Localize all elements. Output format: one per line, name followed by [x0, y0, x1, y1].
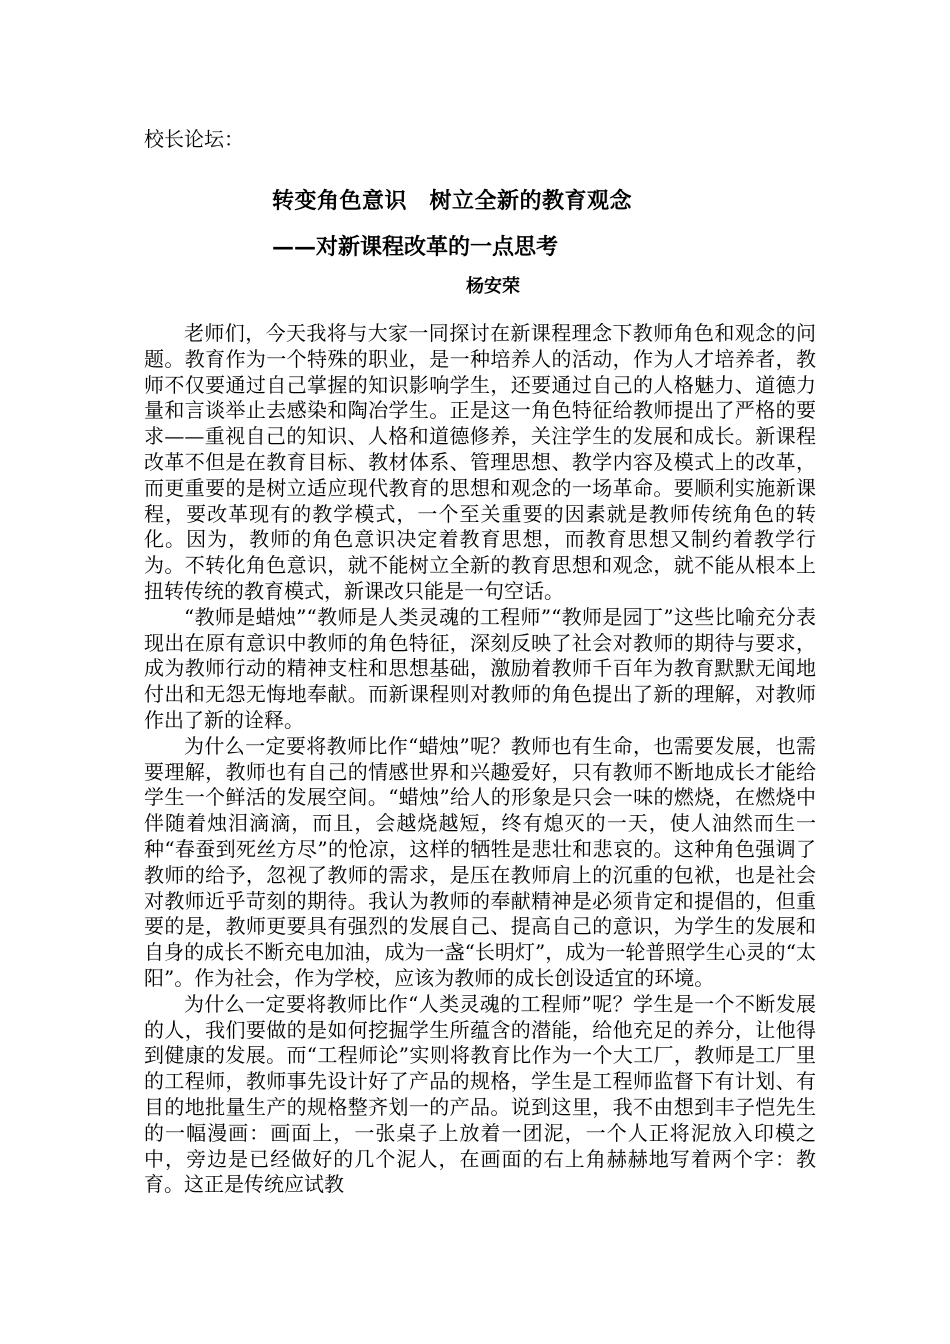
- paragraph-4: 为什么一定要将教师比作“人类灵魂的工程师”呢？学生是一个不断发展的人，我们要做的是如何挖掘学生所蕴含的潜能，给他充足的养分，让他得到健康的发展。而“工程师论”实则将教育比作为一个大工厂，教师是工厂里的工程师，教师事先设计好了产品的规格，学生是工程师监督下有计划、有目的地批量生产的规格整齐划一的产品。说到这里，我不由想到丰子恺先生的一幅漫画：画面上，一张桌子上放着一团泥，一个人正将泥放入印模之中，旁边是已经做好的几个泥人，在画面的右上角赫赫地写着两个字：教育。这正是传统应试教: [144, 991, 816, 1197]
- article-body: [144, 321, 816, 1198]
- paragraph-1: 老师们，今天我将与大家一同探讨在新课程理念下教师角色和观念的问题。教育作为一个特殊的职业，是一种培养人的活动，作为人才培养者，教师不仅要通过自己掌握的知识影响学生，还要通过自己的人格魅力、道德力量和言谈举止去感染和陶冶学生。正是这一角色特征给教师提出了严格的要求——重视自己的知识、人格和道德修养，关注学生的发展和成长。新课程改革不但是在教育目标、教材体系、管理思想、教学内容及模式上的改革，而更重要的是树立适应现代教育的思想和观念的一场革命。要顺利实施新课程，要改革现有的教学模式，一个至关重要的因素就是教师传统角色的转化。因为，教师的角色意识决定着教育思想，而教育思想又制约着教学行为。不转化角色意识，就不能树立全新的教育思想和观念，就不能从根本上扭转传统的教育模式，新课改只能是一句空话。: [144, 321, 816, 603]
- forum-label: 校长论坛：: [144, 127, 244, 151]
- article-title: 转变角色意识 树立全新的教育观念: [272, 188, 633, 214]
- paragraph-2: “教师是蜡烛”“教师是人类灵魂的工程师”“教师是园丁”这些比喻充分表现出在原有意识中教师的角色特征，深刻反映了社会对教师的期待与要求，成为教师行动的精神支柱和思想基础，激励着教师千百年为教育默默无闻地付出和无怨无悔地奉献。而新课程则对教师的角色提出了新的理解，对教师作出了新的诠释。: [144, 604, 816, 732]
- paragraph-3: 为什么一定要将教师比作“蜡烛”呢？教师也有生命，也需要发展，也需要理解，教师也有自己的情感世界和兴趣爱好，只有教师不断地成长才能给学生一个鲜活的发展空间。“蜡烛”给人的形象是只会一味的燃烧，在燃烧中伴随着烛泪滴滴，而且，会越烧越短，终有熄灭的一天，使人油然而生一种“春蚕到死丝方尽”的怆凉，这样的牺牲是悲壮和悲哀的。这种角色强调了教师的给予，忽视了教师的需求，是压在教师肩上的沉重的包袱，也是社会对教师近乎苛刻的期待。我认为教师的奉献精神是必须肯定和提倡的，但重要的是，教师更要具有强烈的发展自己、提高自己的意识，为学生的发展和自身的成长不断充电加油，成为一盏“长明灯”，成为一轮普照学生心灵的“太阳”。作为社会，作为学校，应该为教师的成长创设适宜的环境。: [144, 733, 816, 990]
- article-subtitle: ——对新课程改革的一点思考: [272, 234, 559, 260]
- author-name: 杨安荣: [466, 276, 520, 297]
